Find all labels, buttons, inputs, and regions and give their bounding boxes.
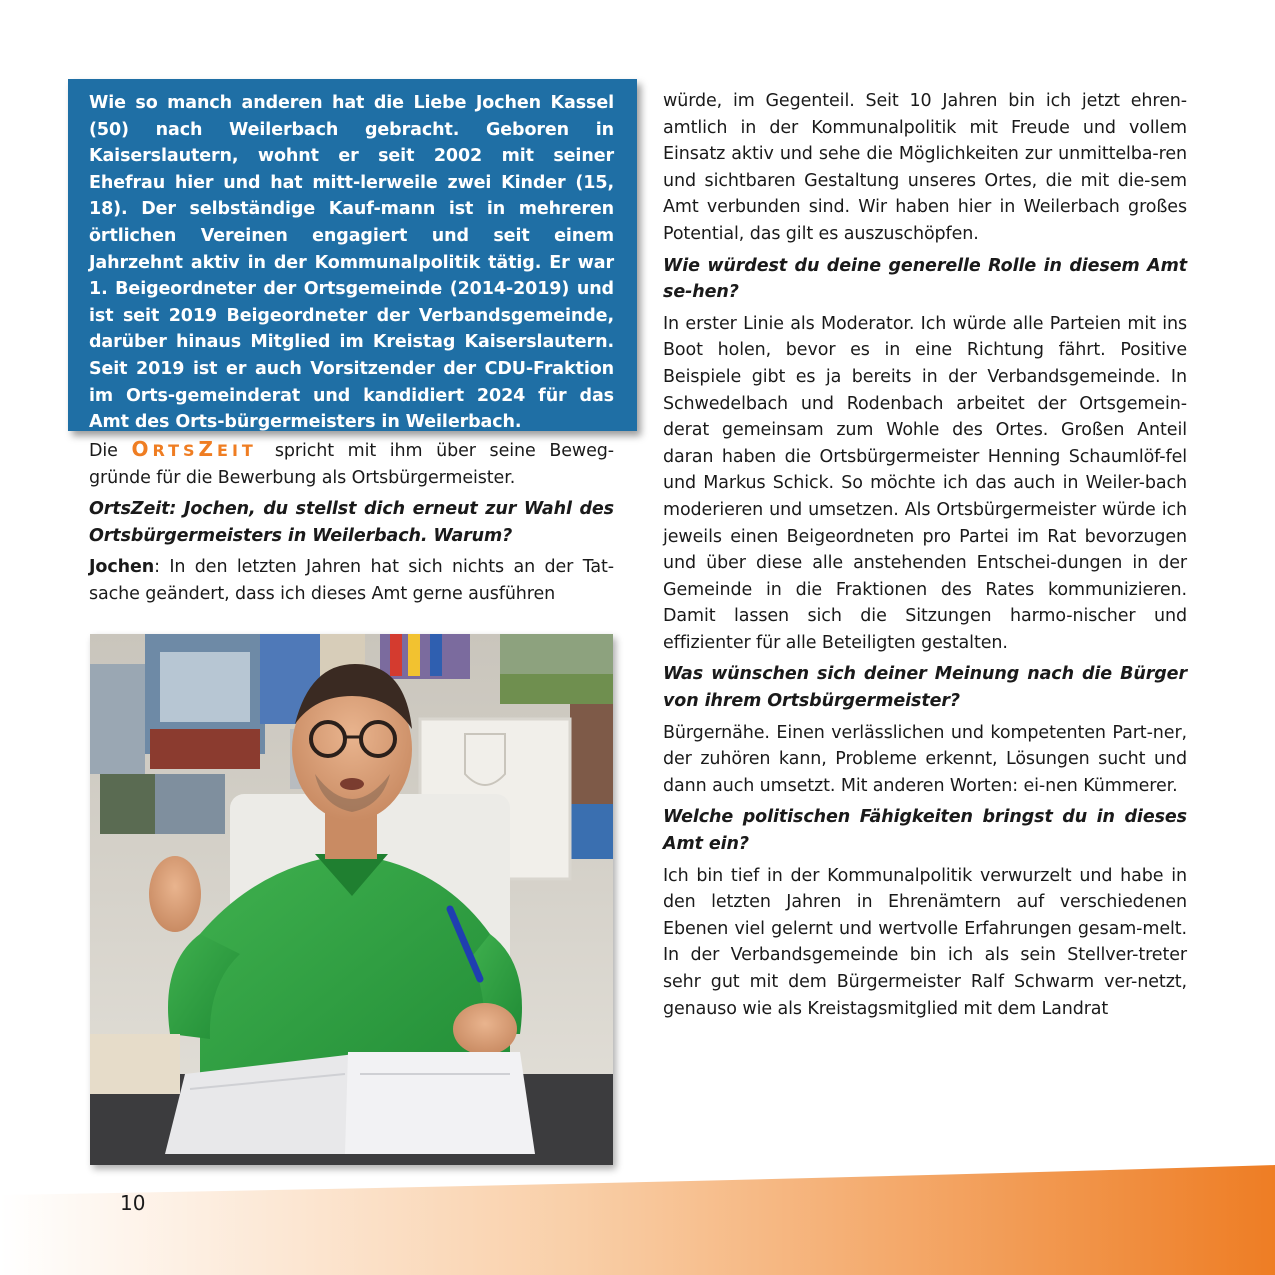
interview-photo — [90, 634, 613, 1165]
answer-4: Ich bin tief in der Kommunalpolitik verwurzelt und habe in den letzten Jahren in Ehrenämtern auf verschiedenen Ebenen viel gelernt und wertvolle Erfahrungen gesam-melt. In der Verbandsgemeinde bin ich als sein Stellver-treter sehr gut mit dem Bürgermeister Ralf Schwarm ver-netzt, genauso wie als Kreistagsmitglied mit dem Landrat — [663, 865, 1187, 1019]
right-column — [663, 88, 1187, 1025]
photo-illustration — [90, 634, 613, 1165]
question-2: Wie würdest du deine generelle Rolle in diesem Amt se-hen? — [663, 255, 1187, 303]
lead-paragraph — [89, 436, 614, 491]
answer-2: In erster Linie als Moderator. Ich würde alle Parteien mit ins Boot holen, bevor es in eine Richtung fährt. Positive Beispiele gibt es ja bereits in der Verbandsgemeinde. In Schwedelbach und Rodenbach arbeitet der Ortsgemein-derat gemeinsam zum Wohle des Ortes. Großen Anteil daran haben die Ortsbürgermeister Henning Schaumlöf-fel und Markus Schick. So möchte ich das auch in Weiler-bach moderieren und umsetzen. Als Ortsbürgermeister würde ich jeweils einen Beigeordneten pro Partei im Rat bevorzugen und über diese alle anstehenden Entschei-dungen in der Gemeinde in die Fraktionen des Rates kommunizieren. Damit lassen sich die Sitzungen harmo-nischer und effizienter für alle Beteiligten gestalten. — [663, 313, 1187, 653]
answer-1 — [89, 554, 614, 607]
page-number: 10 — [120, 1191, 146, 1215]
intro-text: Wie so manch anderen hat die Liebe Jochen Kassel (50) nach Weilerbach gebracht. Geboren in Kaiserslautern, wohnt er seit 2002 mit seiner Ehefrau hier und hat mitt-lerweile zwei Kinder (15, 18). Der selbständige Kauf-mann ist in mehreren örtlichen Vereinen engagiert und seit einem Jahrzehnt aktiv in der Kommunalpolitik tätig. Er war 1. Beigeordneter der Ortsgemeinde (2014-2019) und ist seit 2019 Beigeordneter der Verbandsgemeinde, darüber hinaus Mitglied im Kreistag Kaiserslautern. Seit 2019 ist er auch Vorsitzender der CDU-Fraktion im Orts-gemeinderat und kandidiert 2024 für das Amt des Orts-bürgermeisters in Weilerbach. — [89, 93, 614, 433]
left-column — [89, 436, 614, 611]
answer-3: Bürgernähe. Einen verlässlichen und kompetenten Part-ner, der zuhören kann, Probleme erkennt, Lösungen sucht und dann auch umsetzt. Mit anderen Worten: ei-nen Kümmerer. — [663, 722, 1187, 796]
ortszeit-brand: ORTSZEIT — [131, 437, 257, 461]
question-4: Welche politischen Fähigkeiten bringst du in dieses Amt ein? — [663, 807, 1187, 855]
question-1: OrtsZeit: Jochen, du stellst dich erneut zur Wahl des Ortsbürgermeisters in Weilerbach. Warum? — [89, 499, 614, 546]
lead-rest: spricht mit ihm über seine Beweg-gründe für die Bewerbung als Ortsbürgermeister. — [89, 441, 614, 488]
answer-1-continued: würde, im Gegenteil. Seit 10 Jahren bin ich jetzt ehren-amtlich in der Kommunalpolitik mit Freude und vollem Einsatz aktiv und sehe die Möglichkeiten zur unmittelba-ren und sichtbaren Gestaltung unseres Ortes, die mit die-sem Amt verbunden sind. Wir haben hier in Weilerbach großes Potential, das gilt es auszuschöpfen. — [663, 91, 1187, 244]
answer-1-text: : In den letzten Jahren hat sich nichts an der Tat-sache geändert, dass ich dieses Amt gerne ausführen — [89, 557, 614, 604]
footer-band — [0, 1165, 1275, 1275]
question-3: Was wünschen sich deiner Meinung nach die Bürger von ihrem Ortsbürgermeister? — [663, 664, 1187, 712]
speaker-name: Jochen — [89, 557, 155, 578]
lead-prefix: Die — [89, 441, 118, 461]
